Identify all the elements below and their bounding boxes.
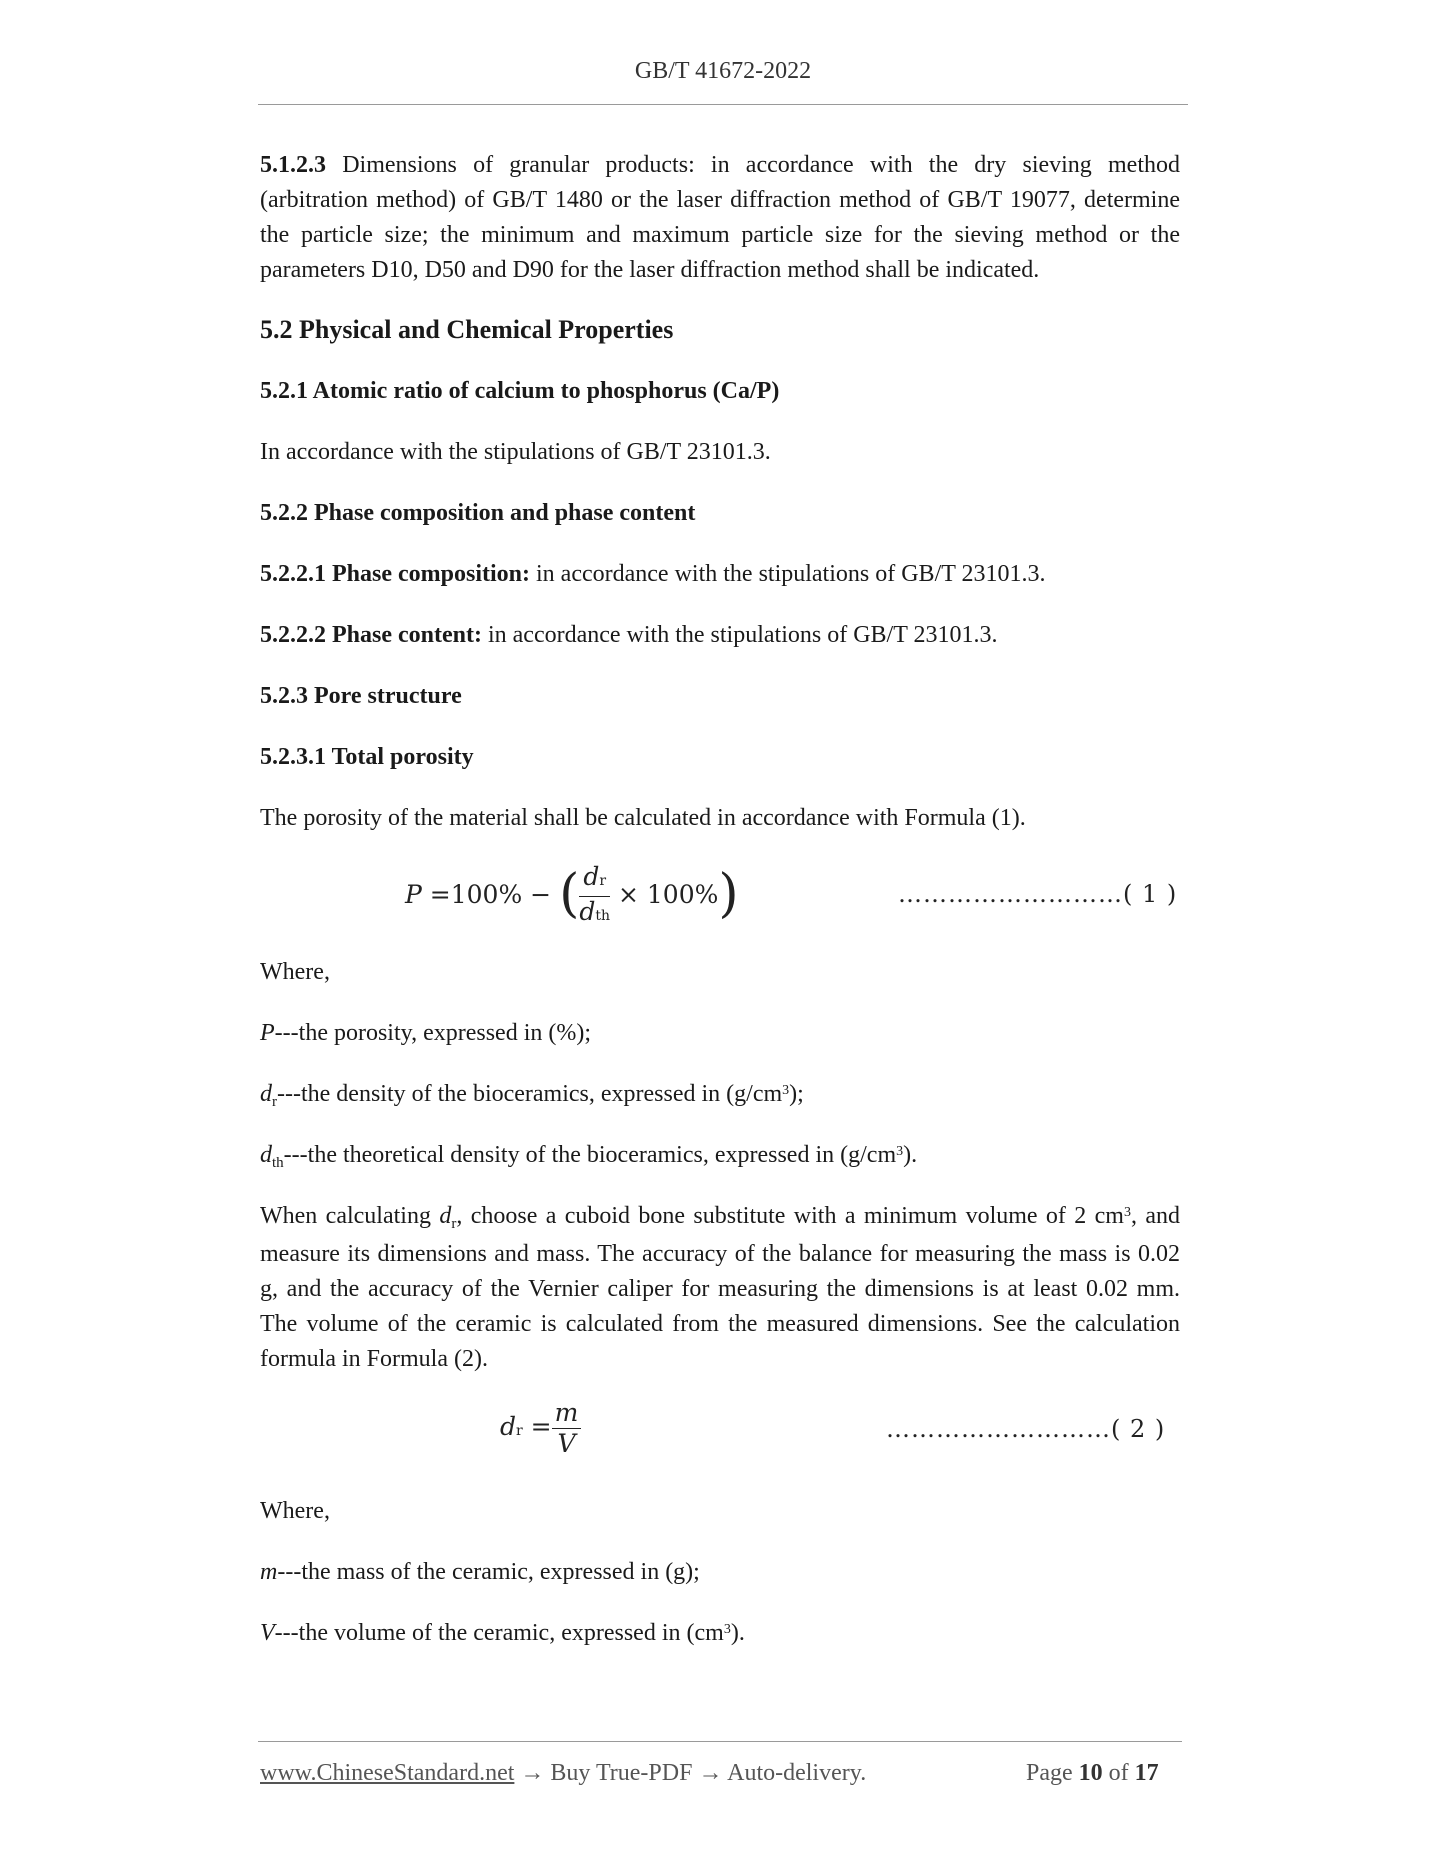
porosity-intro: The porosity of the material shall be calculated in accordance with Formula (1). bbox=[260, 805, 1026, 831]
superscript: 3 bbox=[723, 1622, 731, 1637]
header-rule bbox=[258, 104, 1188, 105]
symbol-sub: th bbox=[272, 1155, 284, 1171]
clause-text: Dimensions of granular products: in accordance with the dry sieving method (arbitration method) of GB/T 1480 or the laser diffraction method of GB/T 19077, determine the particle size; the minimum and maximum particle size for the sieving method or the parameters D10, D50 and D90 for the laser diffraction method shall be indicated. bbox=[260, 152, 1180, 283]
denominator-var: d bbox=[579, 897, 596, 926]
clause-label: 5.2.2.2 Phase content: bbox=[260, 622, 482, 648]
formula-lhs: P bbox=[405, 880, 422, 909]
formula-equals: = bbox=[429, 880, 451, 909]
calculation-paragraph bbox=[260, 1199, 1180, 1377]
heading-5-2-1: 5.2.1 Atomic ratio of calcium to phosphorus (Ca/P) bbox=[260, 378, 780, 404]
definition-text: ---the mass of the ceramic, expressed in (g); bbox=[277, 1559, 700, 1585]
text-part-1: When calculating bbox=[260, 1203, 440, 1229]
clause-number: 5.1.2.3 bbox=[260, 152, 326, 178]
right-paren: ) bbox=[718, 863, 739, 924]
where-label-2: Where, bbox=[260, 1498, 330, 1524]
symbol: V bbox=[260, 1620, 275, 1646]
footer-link-line bbox=[260, 1760, 866, 1787]
total-pages: 17 bbox=[1134, 1760, 1159, 1786]
clause-text: in accordance with the stipulations of GB/T 23101.3. bbox=[530, 561, 1046, 587]
definition-text: ---the volume of the ceramic, expressed in (cm bbox=[274, 1620, 724, 1646]
paragraph-5-2-1: In accordance with the stipulations of GB/T 23101.3. bbox=[260, 439, 771, 465]
clause-5-1-2-3 bbox=[260, 148, 1180, 288]
definition-dth bbox=[260, 1138, 1180, 1176]
clause-text: in accordance with the stipulations of GB/T 23101.3. bbox=[481, 622, 998, 648]
symbol: d bbox=[260, 1081, 272, 1107]
formula-2 bbox=[500, 1398, 581, 1459]
formula-value: 100% bbox=[450, 880, 523, 909]
definition-text: ---the porosity, expressed in (%); bbox=[274, 1020, 592, 1046]
clause-5-2-2-2 bbox=[260, 618, 1180, 653]
current-page: 10 bbox=[1078, 1760, 1103, 1786]
clause-label: 5.2.2.1 Phase composition: bbox=[260, 561, 530, 587]
page-word: Page bbox=[1026, 1760, 1073, 1786]
superscript: 3 bbox=[896, 1144, 904, 1159]
fraction-numerator bbox=[579, 862, 610, 897]
formula-lhs-sub: r bbox=[516, 1423, 523, 1439]
formula-value-2: 100% bbox=[646, 880, 719, 909]
left-paren: ( bbox=[559, 863, 580, 924]
leader-dots: ……………………… bbox=[886, 1415, 1111, 1443]
fraction-denominator: V bbox=[557, 1429, 576, 1458]
heading-5-2-3-1: 5.2.3.1 Total porosity bbox=[260, 744, 474, 770]
footer-purchase-text: → Buy True-PDF → Auto-delivery. bbox=[514, 1760, 867, 1786]
superscript: 3 bbox=[1123, 1205, 1131, 1220]
fraction bbox=[552, 1398, 582, 1459]
denominator-sub: th bbox=[595, 908, 611, 924]
clause-5-2-2-1 bbox=[260, 557, 1180, 592]
formula-1 bbox=[405, 862, 739, 931]
fraction-numerator: m bbox=[552, 1398, 582, 1429]
definition-end: ). bbox=[730, 1620, 745, 1646]
equation-number: ( 2 ) bbox=[1111, 1415, 1166, 1443]
fraction bbox=[579, 862, 610, 931]
where-label-1: Where, bbox=[260, 959, 330, 985]
numerator-var: d bbox=[583, 862, 600, 891]
superscript: 3 bbox=[782, 1083, 790, 1098]
website-link[interactable]: www.ChineseStandard.net bbox=[260, 1760, 515, 1786]
symbol-sub: r bbox=[451, 1216, 457, 1232]
formula-lhs: d bbox=[500, 1412, 517, 1441]
of-word: of bbox=[1108, 1760, 1129, 1786]
definition-V bbox=[260, 1616, 1180, 1651]
formula-1-number bbox=[898, 880, 1177, 908]
definition-m bbox=[260, 1555, 1180, 1590]
text-part-3: , and measure its dimensions and mass. The accuracy of the balance for measuring the mass is 0.02 g, and the accuracy of the Vernier caliper for measuring the dimensions is at least 0.02 mm. The volume of the ceramic is calculated from the measured dimensions. See the calculation formula in Formula (2). bbox=[260, 1203, 1181, 1372]
definition-end: ). bbox=[903, 1142, 918, 1168]
definition-P bbox=[260, 1016, 1180, 1051]
heading-5-2-3: 5.2.3 Pore structure bbox=[260, 683, 462, 709]
heading-5-2-2: 5.2.2 Phase composition and phase content bbox=[260, 500, 696, 526]
footer-rule bbox=[258, 1741, 1182, 1742]
formula-equals: = bbox=[530, 1412, 552, 1441]
fraction-denominator bbox=[579, 897, 610, 931]
symbol: m bbox=[260, 1559, 278, 1585]
section-heading-5-2: 5.2 Physical and Chemical Properties bbox=[260, 315, 674, 344]
page-counter bbox=[1026, 1760, 1159, 1787]
definition-end: ); bbox=[789, 1081, 804, 1107]
definition-dr bbox=[260, 1077, 1180, 1115]
definition-text: ---the theoretical density of the bioceramics, expressed in (g/cm bbox=[283, 1142, 897, 1168]
symbol: P bbox=[260, 1020, 275, 1046]
symbol: d bbox=[260, 1142, 272, 1168]
symbol-sub: r bbox=[272, 1094, 277, 1110]
symbol: d bbox=[439, 1203, 452, 1229]
formula-times: × bbox=[618, 880, 639, 909]
leader-dots: ……………………… bbox=[898, 880, 1123, 908]
formula-minus: − bbox=[530, 880, 552, 909]
equation-number: ( 1 ) bbox=[1123, 880, 1178, 908]
definition-text: ---the density of the bioceramics, expressed in (g/cm bbox=[277, 1081, 783, 1107]
numerator-sub: r bbox=[599, 873, 607, 889]
formula-2-number bbox=[886, 1415, 1165, 1443]
page-header: GB/T 41672-2022 bbox=[634, 58, 812, 84]
text-part-2: , choose a cuboid bone substitute with a minimum volume of 2 cm bbox=[456, 1203, 1124, 1229]
